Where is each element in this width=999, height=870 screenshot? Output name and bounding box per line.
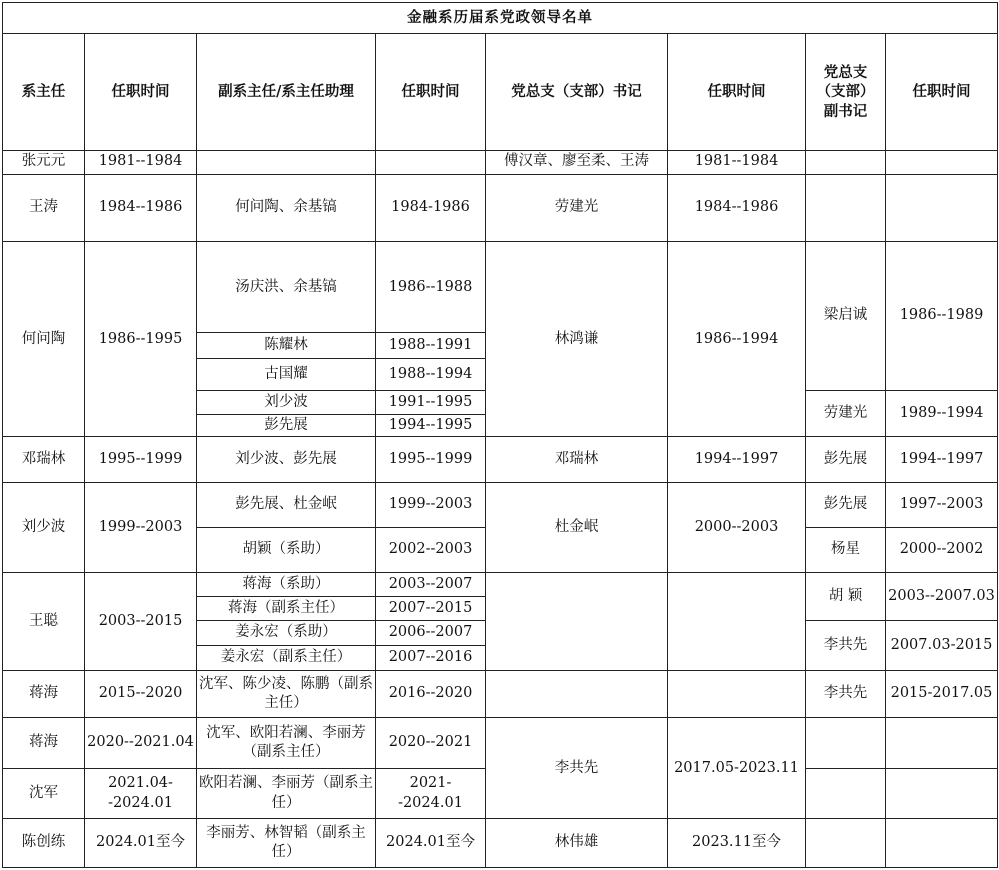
dept-head-name: 张元元 bbox=[3, 150, 85, 174]
header-term: 任职时间 bbox=[886, 34, 998, 150]
secretary-term: 1984--1986 bbox=[668, 174, 806, 242]
vice-secretary-term bbox=[886, 174, 998, 242]
deputy-term: 1991--1995 bbox=[376, 390, 486, 414]
deputy-term: 2007--2016 bbox=[376, 645, 486, 670]
vice-secretary-term: 1994--1997 bbox=[886, 437, 998, 482]
header-term: 任职时间 bbox=[376, 34, 486, 150]
dept-head-name: 邓瑞林 bbox=[3, 437, 85, 482]
dept-head-term: 1999--2003 bbox=[85, 482, 197, 572]
vice-secretary-name bbox=[806, 768, 886, 819]
deputy-term: 1988--1991 bbox=[376, 333, 486, 358]
deputy-name: 沈军、陈少凌、陈鹏（副系主任） bbox=[197, 670, 376, 717]
dept-head-name: 蒋海 bbox=[3, 670, 85, 717]
deputy-name: 汤庆洪、余基镐 bbox=[197, 242, 376, 333]
header-vice-secretary-line: （支部） bbox=[816, 83, 875, 101]
secretary-term bbox=[668, 572, 806, 670]
deputy-name: 古国耀 bbox=[197, 358, 376, 390]
dept-head-term: 2021.04--2024.01 bbox=[85, 768, 197, 819]
dept-head-term: 2015--2020 bbox=[85, 670, 197, 717]
dept-head-term: 1995--1999 bbox=[85, 437, 197, 482]
vice-secretary-name: 劳建光 bbox=[806, 390, 886, 436]
secretary-term: 2000--2003 bbox=[668, 482, 806, 572]
deputy-term: 2024.01至今 bbox=[376, 819, 486, 868]
dept-head-name: 陈创练 bbox=[3, 819, 85, 868]
deputy-name: 彭先展 bbox=[197, 415, 376, 437]
header-term: 任职时间 bbox=[668, 34, 806, 150]
deputy-term: 2007--2015 bbox=[376, 597, 486, 621]
vice-secretary-term bbox=[886, 819, 998, 868]
deputy-name: 陈耀林 bbox=[197, 333, 376, 358]
secretary-name: 邓瑞林 bbox=[486, 437, 668, 482]
vice-secretary-term: 1997--2003 bbox=[886, 482, 998, 527]
header-vice-secretary-line: 副书记 bbox=[823, 102, 868, 120]
table-title: 金融系历届系党政领导名单 bbox=[3, 3, 998, 34]
deputy-term: 2016--2020 bbox=[376, 670, 486, 717]
deputy-name: 蒋海（副系主任） bbox=[197, 597, 376, 621]
deputy-term: 1988--1994 bbox=[376, 358, 486, 390]
deputy-name: 刘少波 bbox=[197, 390, 376, 414]
vice-secretary-term: 2000--2002 bbox=[886, 528, 998, 572]
deputy-term: 2003--2007 bbox=[376, 572, 486, 596]
secretary-name: 林伟雄 bbox=[486, 819, 668, 868]
deputy-name: 刘少波、彭先展 bbox=[197, 437, 376, 482]
deputy-name: 李丽芳、林智韬（副系主任） bbox=[197, 819, 376, 868]
deputy-name: 欧阳若澜、李丽芳（副系主任） bbox=[197, 768, 376, 819]
deputy-term: 1999--2003 bbox=[376, 482, 486, 527]
leadership-table bbox=[2, 2, 998, 868]
vice-secretary-name: 梁启诚 bbox=[806, 242, 886, 391]
deputy-term: 1994--1995 bbox=[376, 415, 486, 437]
vice-secretary-term: 1986--1989 bbox=[886, 242, 998, 391]
dept-head-name: 刘少波 bbox=[3, 482, 85, 572]
secretary-term bbox=[668, 670, 806, 717]
header-vice-secretary-line: 党总支 bbox=[823, 63, 868, 81]
deputy-term: 2021--2024.01 bbox=[376, 768, 486, 819]
deputy-name: 沈军、欧阳若澜、李丽芳（副系主任） bbox=[197, 718, 376, 769]
deputy-term: 2002--2003 bbox=[376, 528, 486, 572]
secretary-name bbox=[486, 670, 668, 717]
secretary-term: 1986--1994 bbox=[668, 242, 806, 437]
dept-head-term: 1981--1984 bbox=[85, 150, 197, 174]
secretary-name: 李共先 bbox=[486, 718, 668, 819]
vice-secretary-term: 2003--2007.03 bbox=[886, 572, 998, 621]
deputy-term: 2006--2007 bbox=[376, 621, 486, 645]
dept-head-term: 2024.01至今 bbox=[85, 819, 197, 868]
deputy-term: 1986--1988 bbox=[376, 242, 486, 333]
deputy-name: 胡颖（系助） bbox=[197, 528, 376, 572]
deputy-name: 何问陶、余基镐 bbox=[197, 174, 376, 242]
secretary-term: 2017.05-2023.11 bbox=[668, 718, 806, 819]
header-dept-head: 系主任 bbox=[3, 34, 85, 150]
dept-head-term: 1984--1986 bbox=[85, 174, 197, 242]
deputy-term: 2020--2021 bbox=[376, 718, 486, 769]
deputy-term: 1984-1986 bbox=[376, 174, 486, 242]
secretary-name bbox=[486, 572, 668, 670]
header-vice-secretary bbox=[806, 34, 886, 150]
dept-head-name: 蒋海 bbox=[3, 718, 85, 769]
secretary-name: 劳建光 bbox=[486, 174, 668, 242]
vice-secretary-name: 彭先展 bbox=[806, 482, 886, 527]
vice-secretary-name: 杨星 bbox=[806, 528, 886, 572]
secretary-name: 林鸿谦 bbox=[486, 242, 668, 437]
secretary-name: 傅汉章、廖至柔、王涛 bbox=[486, 150, 668, 174]
dept-head-name: 沈军 bbox=[3, 768, 85, 819]
dept-head-name: 何问陶 bbox=[3, 242, 85, 437]
vice-secretary-name: 李共先 bbox=[806, 621, 886, 671]
vice-secretary-term bbox=[886, 768, 998, 819]
deputy-name: 蒋海（系助） bbox=[197, 572, 376, 596]
dept-head-name: 王聪 bbox=[3, 572, 85, 670]
dept-head-name: 王涛 bbox=[3, 174, 85, 242]
vice-secretary-term bbox=[886, 718, 998, 769]
dept-head-term: 1986--1995 bbox=[85, 242, 197, 437]
vice-secretary-term: 2007.03-2015 bbox=[886, 621, 998, 671]
vice-secretary-term: 1989--1994 bbox=[886, 390, 998, 436]
vice-secretary-term bbox=[886, 150, 998, 174]
dept-head-term: 2020--2021.04 bbox=[85, 718, 197, 769]
header-secretary: 党总支（支部）书记 bbox=[486, 34, 668, 150]
deputy-term: 1995--1999 bbox=[376, 437, 486, 482]
vice-secretary-name bbox=[806, 150, 886, 174]
secretary-term: 1981--1984 bbox=[668, 150, 806, 174]
secretary-term: 1994--1997 bbox=[668, 437, 806, 482]
vice-secretary-name: 李共先 bbox=[806, 670, 886, 717]
secretary-term: 2023.11至今 bbox=[668, 819, 806, 868]
vice-secretary-name: 彭先展 bbox=[806, 437, 886, 482]
header-term: 任职时间 bbox=[85, 34, 197, 150]
header-deputy: 副系主任/系主任助理 bbox=[197, 34, 376, 150]
deputy-name bbox=[197, 150, 376, 174]
deputy-name: 彭先展、杜金岷 bbox=[197, 482, 376, 527]
vice-secretary-name bbox=[806, 718, 886, 769]
vice-secretary-term: 2015-2017.05 bbox=[886, 670, 998, 717]
vice-secretary-name: 胡 颖 bbox=[806, 572, 886, 621]
dept-head-term: 2003--2015 bbox=[85, 572, 197, 670]
deputy-term bbox=[376, 150, 486, 174]
vice-secretary-name bbox=[806, 819, 886, 868]
vice-secretary-name bbox=[806, 174, 886, 242]
deputy-name: 姜永宏（副系主任） bbox=[197, 645, 376, 670]
deputy-name: 姜永宏（系助） bbox=[197, 621, 376, 645]
secretary-name: 杜金岷 bbox=[486, 482, 668, 572]
